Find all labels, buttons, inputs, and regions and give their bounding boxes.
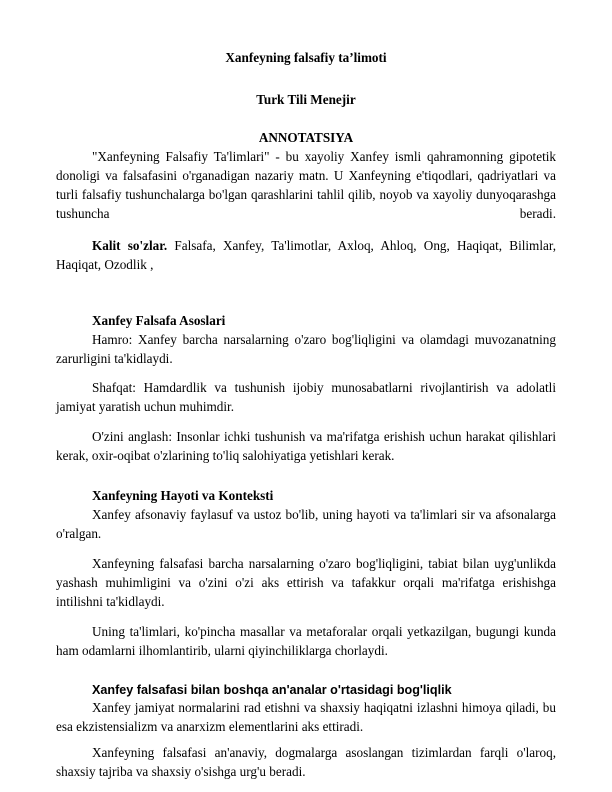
keywords-list: Falsafa, Xanfey, Ta'limotlar, Axloq, Ahloq, Ong, Haqiqat, Bilimlar, Haqiqat, Ozodlik , [56, 238, 556, 272]
document-title: Xanfeyning falsafiy ta’limoti [225, 50, 387, 65]
section-paragraph: Shafqat: Hamdardlik va tushunish ijobiy munosabatlarni rivojlantirish va adolatli jamiyat yaratish uchun muhimdir. [56, 380, 556, 414]
section-paragraph: O'zini anglash: Insonlar ichki tushunish va ma'rifatga erishish uchun harakat qilishlari kerak, oxir-oqibat o'zlarining to'liq salohiyatiga yetishlari kerak. [56, 429, 556, 463]
annotation-heading: ANNOTATSIYA [258, 130, 354, 145]
section-paragraph: Xanfey afsonaviy faylasuf va ustoz bo'lib, uning hayoti va ta'limlari sir va afsonalarga o'ralgan. [56, 507, 556, 541]
section-heading-asoslari: Xanfey Falsafa Asoslari [92, 313, 226, 328]
section-paragraph: Uning ta'limlari, ko'pincha masallar va metaforalar orqali yetkazilgan, bugungi kunda ham odamlarni ilhomlantirib, ularni qiyinchiliklarga chorlaydi. [56, 624, 556, 658]
document-author: Turk Tili Menejir [256, 92, 356, 107]
section-paragraph: Xanfey jamiyat normalarini rad etishni va shaxsiy haqiqatni izlashni himoya qiladi, bu esa ekzistensializm va anarxizm elementlarini aks ettiradi. [56, 700, 556, 734]
section-paragraph: Hamro: Xanfey barcha narsalarning o'zaro bog'liqligini va olamdagi muvozanatning zarurligini ta'kidlaydi. [56, 332, 556, 366]
annotation-text: "Xanfeyning Falsafiy Ta'limlari" - bu xayoliy Xanfey ismli qahramonning gipotetik donoligi va falsafasini o'rganadigan nazariy matn. U Xanfeyning e'tiqodlari, qadriyatlari va turli falsafiy tushunchalarga bo'lgan qarashlarini tahlil qilib, noyob va xayoliy dunyoqarashga tushuncha beradi. [56, 149, 556, 221]
section-paragraph: Xanfeyning falsafasi an'anaviy, dogmalarga asoslangan tizimlardan farqli o'laroq, shaxsiy tajriba va shaxsiy o'sishga urg'u beradi. [56, 745, 556, 779]
section-heading-boglanish: Xanfey falsafasi bilan boshqa an'analar o'rtasidagi bog'liqlik [92, 683, 452, 697]
keywords-paragraph [56, 236, 556, 274]
section-paragraph: Xanfeyning falsafasi barcha narsalarning o'zaro bog'liqligini, tabiat bilan uyg'unlikda yashash muhimligini va o'zini o'zi aks ettirish va tafakkur orqali ma'rifatga erishishga intilishni ta'kidlaydi. [56, 556, 556, 609]
keywords-label: Kalit so'zlar. [92, 238, 168, 253]
section-heading-hayoti: Xanfeyning Hayoti va Konteksti [92, 488, 274, 503]
